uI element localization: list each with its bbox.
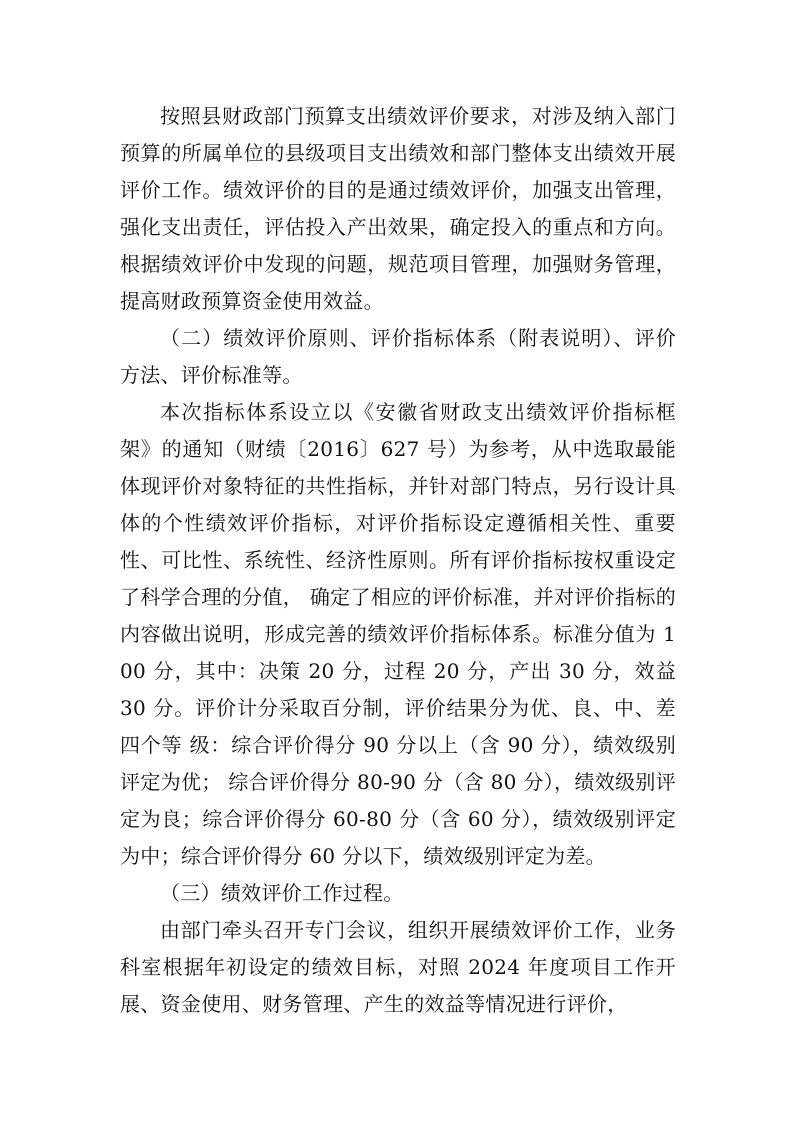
paragraph-indicator-system: 本次指标体系设立以《安徽省财政支出绩效评价指标框架》的通知（财绩〔2016〕627 号）为参考，从中选取最能体现评价对象特征的共性指标，并针对部门特点，另行设计具体的个性绩效评价指标，对评价指标设定遵循相关性、重要性、可比性、系统性、经济性原则。所有评价指标按权重设定了科学合理的分值， 确定了相应的评价标准，并对评价指标的内容做出说明，形成完善的绩效评价指标体系。标准分值为 100 分，其中：决策 20 分，过程 20 分，产出 30 分，效益 30 分。评价计分采取百分制，评价结果分为优、良、中、差四个等 级：综合评价得分 90 分以上（含 90 分），绩效级别评定为优； 综合评价得分 80-90 分（含 80 分），绩效级别评定为良；综合评价得分 60-80 分（含 60 分），绩效级别评定为中；综合评价得分 60 分以下，绩效级别评定为差。: [120, 400, 676, 868]
section-heading-principles: （二）绩效评价原则、评价指标体系（附表说明）、评价方法、评价标准等。: [120, 326, 676, 387]
paragraph-evaluation-purpose: 按照县财政部门预算支出绩效评价要求，对涉及纳入部门预算的所属单位的县级项目支出绩效和部门整体支出绩效开展评价工作。绩效评价的目的是通过绩效评价，加强支出管理，强化支出责任，评估投入产出效果，确定投入的重点和方向。根据绩效评价中发现的问题，规范项目管理，加强财务管理，提高财政预算资金使用效益。: [120, 104, 676, 313]
paragraph-process-description: 由部门牵头召开专门会议，组织开展绩效评价工作，业务科室根据年初设定的绩效目标，对照 2024 年度项目工作开展、资金使用、财务管理、产生的效益等情况进行评价，: [120, 918, 676, 1016]
section-heading-process: （三）绩效评价工作过程。: [160, 881, 404, 905]
document-body: [120, 98, 676, 1023]
